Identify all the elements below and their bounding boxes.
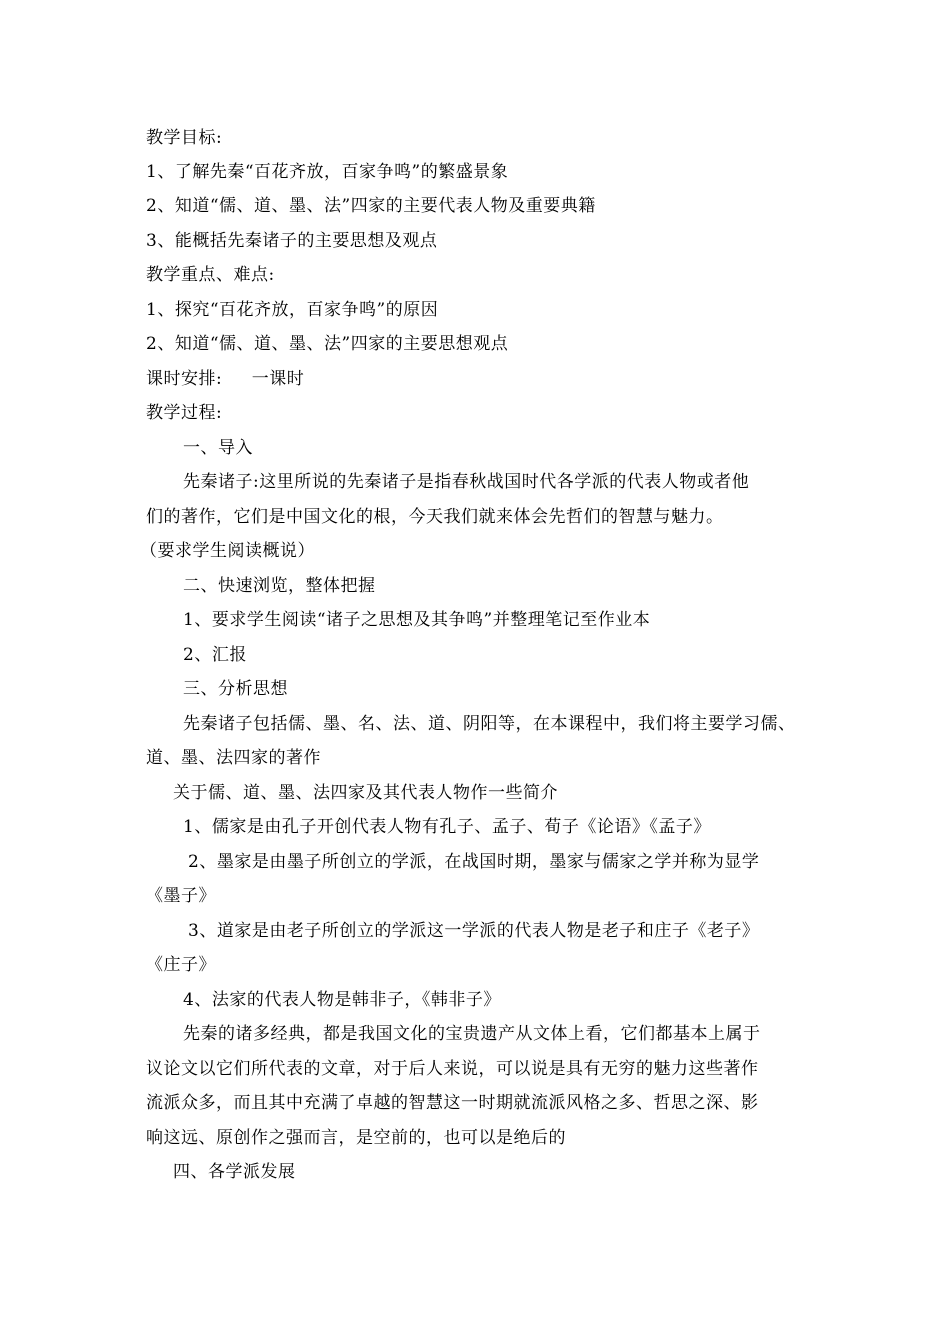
section2-item: 1、要求学生阅读“诸子之思想及其争鸣”并整理笔记至作业本 [183, 610, 651, 630]
section-title: 二、快速浏览，整体把握 [183, 576, 376, 596]
objectives-heading: 教学目标: [146, 128, 223, 148]
school-item: 4、法家的代表人物是韩非子，《韩非子》 [183, 990, 501, 1010]
intro-paragraph-line: 先秦诸子:这里所说的先秦诸子是指春秋战国时代各学派的代表人物或者他 [183, 472, 750, 492]
analysis-paragraph-line: 道、墨、法四家的著作 [146, 748, 321, 768]
intro-paragraph-line: 们的著作，它们是中国文化的根，今天我们就来体会先哲们的智慧与魅力。 [146, 507, 724, 527]
classics-paragraph-line: 响这远、原创作之强而言，是空前的，也可以是绝后的 [146, 1128, 566, 1148]
schools-intro-line: 关于儒、道、墨、法四家及其代表人物作一些简介 [173, 783, 558, 803]
analysis-paragraph-line: 先秦诸子包括儒、墨、名、法、道、阴阳等，在本课程中，我们将主要学习儒、 [183, 714, 796, 734]
keypoints-heading: 教学重点、难点: [146, 265, 275, 285]
objective-item: 2、知道“儒、道、墨、法”四家的主要代表人物及重要典籍 [146, 196, 596, 216]
school-item: 1、儒家是由孔子开创代表人物有孔子、孟子、荀子《论语》《孟子》 [183, 817, 711, 837]
keypoint-item: 1、探究“百花齐放，百家争鸣”的原因 [146, 300, 439, 320]
section-title: 三、分析思想 [183, 679, 288, 699]
section-title: 四、各学派发展 [173, 1162, 296, 1182]
intro-paragraph-line: （要求学生阅读概说） [140, 541, 315, 561]
classics-paragraph-line: 议论文以它们所代表的文章，对于后人来说，可以说是具有无穷的魅力这些著作 [146, 1059, 759, 1079]
school-item: 2、墨家是由墨子所创立的学派，在战国时期，墨家与儒家之学并称为显学 [188, 852, 760, 872]
process-heading: 教学过程: [146, 403, 223, 423]
objective-item: 1、了解先秦“百花齐放，百家争鸣”的繁盛景象 [146, 162, 509, 182]
classics-paragraph-line: 流派众多，而且其中充满了卓越的智慧这一时期就流派风格之多、哲思之深、影 [146, 1093, 759, 1113]
keypoint-item: 2、知道“儒、道、墨、法”四家的主要思想观点 [146, 334, 509, 354]
school-item: 3、道家是由老子所创立的学派这一学派的代表人物是老子和庄子《老子》 [188, 921, 760, 941]
schedule-line: 课时安排: 一课时 [146, 369, 305, 389]
classics-paragraph-line: 先秦的诸多经典，都是我国文化的宝贵遗产从文体上看，它们都基本上属于 [183, 1024, 761, 1044]
section-title: 一、导入 [183, 438, 253, 458]
section2-item: 2、汇报 [183, 645, 247, 665]
school-item: 《墨子》 [146, 886, 216, 906]
school-item: 《庄子》 [146, 955, 216, 975]
objective-item: 3、能概括先秦诸子的主要思想及观点 [146, 231, 438, 251]
